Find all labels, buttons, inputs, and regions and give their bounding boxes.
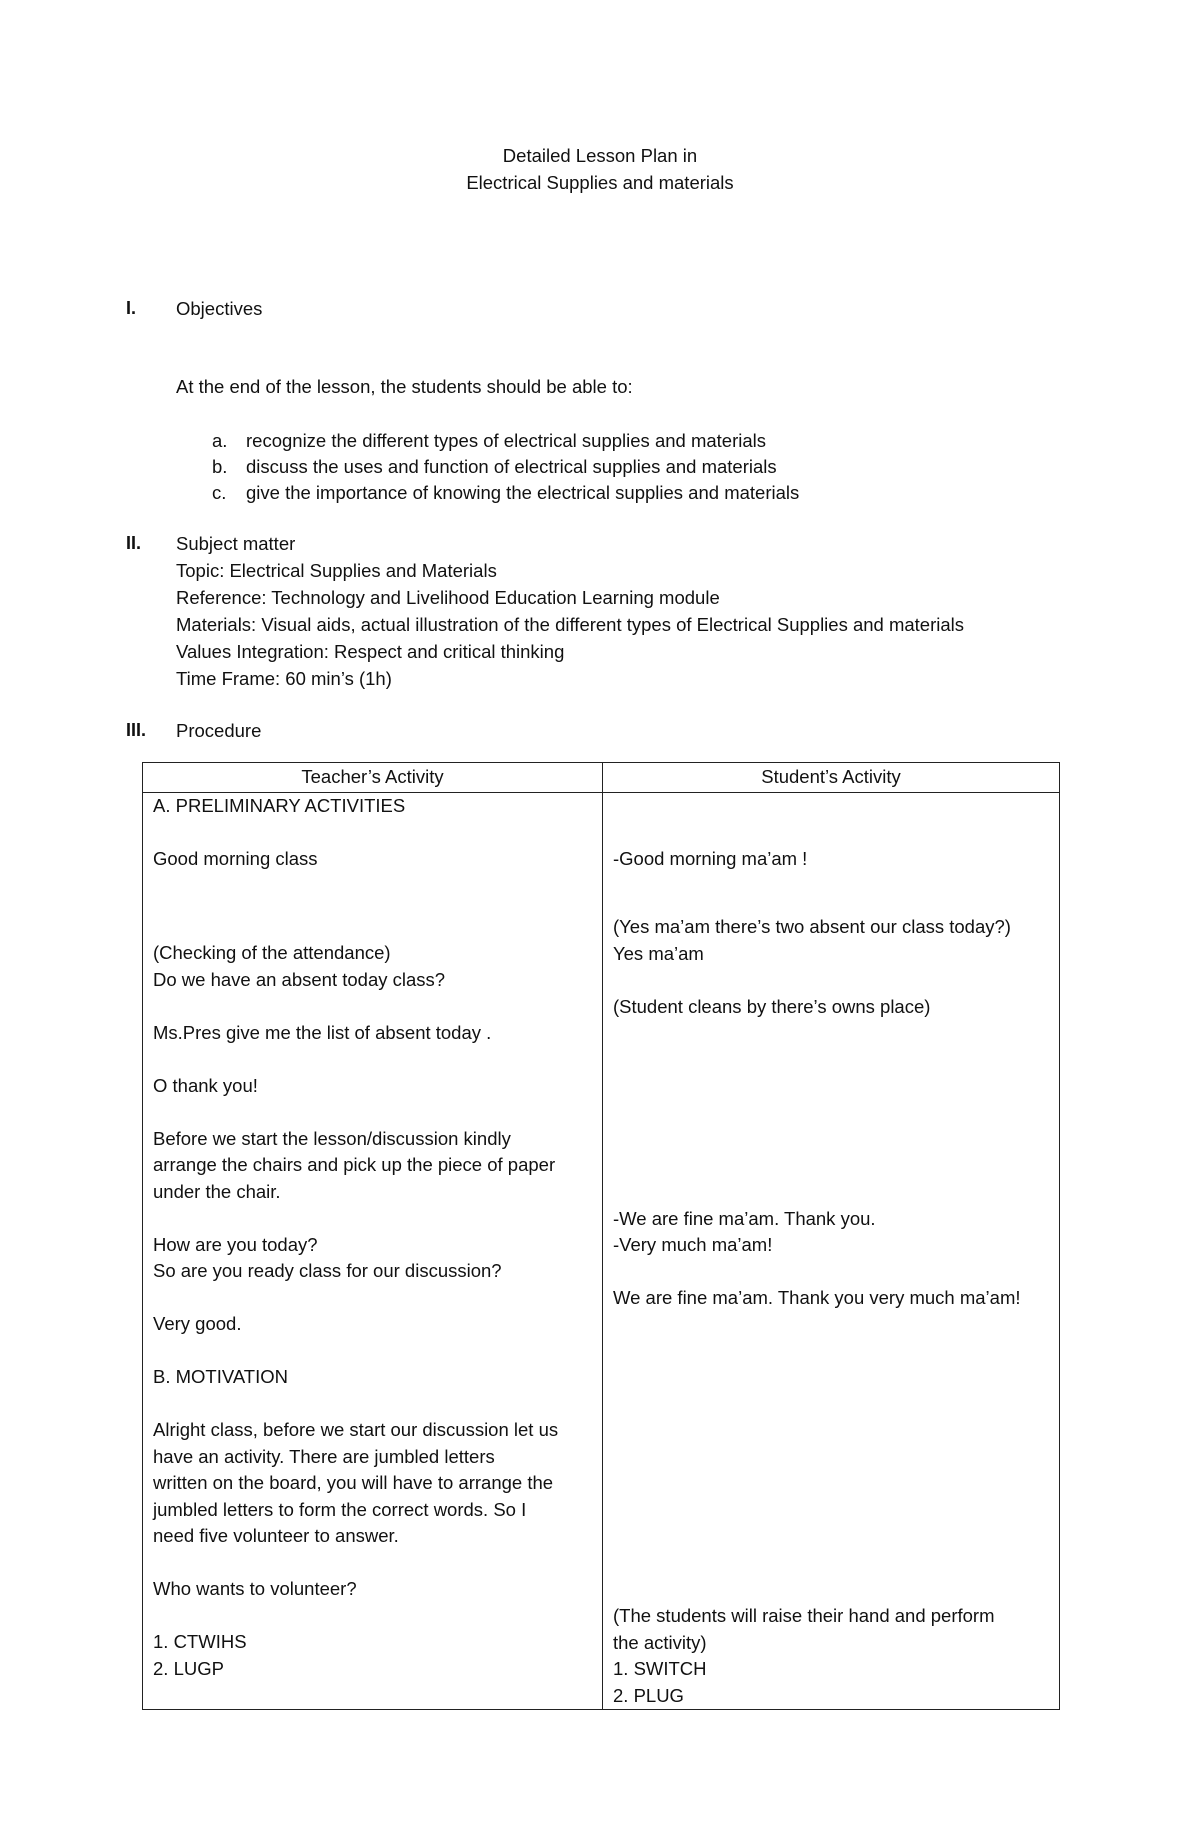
objective-item <box>176 482 1076 508</box>
student-line: (Yes ma’am there’s two absent our class today?) <box>613 916 1011 937</box>
procedure-table <box>142 762 1060 1710</box>
objective-letter: a. <box>212 430 228 451</box>
header-student-activity: Student’s Activity <box>603 763 1060 793</box>
subject-time-frame: Time Frame: 60 min’s (1h) <box>176 668 392 689</box>
objective-text: give the importance of knowing the electrical supplies and materials <box>246 482 800 503</box>
section-title-subject: Subject matter <box>176 533 296 554</box>
teacher-line: Ms.Pres give me the list of absent today . <box>153 1021 492 1043</box>
teacher-activity-cell <box>143 792 603 1710</box>
student-activity-cell <box>603 792 1060 1710</box>
student-line: -Very much ma’am! <box>613 1234 773 1255</box>
teacher-line: 2. LUGP <box>153 1657 224 1679</box>
subject-topic: Topic: Electrical Supplies and Materials <box>176 560 497 581</box>
table-header-row <box>143 763 1060 793</box>
teacher-line: Alright class, before we start our discussion let us <box>153 1419 559 1440</box>
teacher-line: arrange the chairs and pick up the piece of paper <box>153 1154 556 1175</box>
student-line: the activity) <box>613 1631 707 1653</box>
teacher-line: have an activity. There are jumbled letters <box>153 1445 495 1467</box>
section-title-procedure: Procedure <box>176 720 262 741</box>
student-line: 1. SWITCH <box>613 1658 707 1679</box>
student-line: -Good morning ma’am ! <box>613 847 808 869</box>
section-number-objectives: I. <box>126 298 137 318</box>
teacher-line: 1. CTWIHS <box>153 1631 247 1652</box>
section-number-subject: II. <box>126 533 142 553</box>
section-number-procedure: III. <box>126 720 147 740</box>
table-row <box>143 792 1060 1710</box>
teacher-line: under the chair. <box>153 1180 281 1202</box>
teacher-line: A. PRELIMINARY ACTIVITIES <box>153 794 406 816</box>
student-line: 2. PLUG <box>613 1684 684 1706</box>
teacher-line: Very good. <box>153 1313 242 1334</box>
subject-reference: Reference: Technology and Livelihood Education Learning module <box>176 587 720 608</box>
subject-values: Values Integration: Respect and critical thinking <box>176 641 565 662</box>
teacher-line: Do we have an absent today class? <box>153 968 446 990</box>
teacher-line: Before we start the lesson/discussion kindly <box>153 1127 511 1149</box>
teacher-line: written on the board, you will have to arrange the <box>153 1472 554 1493</box>
document-subtitle: Electrical Supplies and materials <box>466 172 734 193</box>
document-title: Detailed Lesson Plan in <box>502 145 698 166</box>
teacher-line: How are you today? <box>153 1233 318 1255</box>
teacher-line: Who wants to volunteer? <box>153 1578 357 1599</box>
teacher-line: jumbled letters to form the correct words. So I <box>153 1498 527 1520</box>
objective-item <box>176 430 1076 456</box>
objectives-intro: At the end of the lesson, the students should be able to: <box>176 376 633 397</box>
student-line: Yes ma’am <box>613 942 704 964</box>
student-line: (Student cleans by there’s owns place) <box>613 995 931 1017</box>
teacher-line: O thank you! <box>153 1074 258 1096</box>
student-line: We are fine ma’am. Thank you very much ma’am! <box>613 1287 1021 1308</box>
student-line: -We are fine ma’am. Thank you. <box>613 1207 876 1229</box>
objectives-list <box>176 430 1076 508</box>
subject-materials: Materials: Visual aids, actual illustration of the different types of Electrical Supplies and materials <box>176 614 965 635</box>
student-line: (The students will raise their hand and perform <box>613 1605 995 1626</box>
teacher-line: B. MOTIVATION <box>153 1366 288 1387</box>
objective-letter: c. <box>212 482 227 503</box>
teacher-line: (Checking of the attendance) <box>153 942 391 963</box>
objective-item <box>176 456 1076 482</box>
teacher-line: Good morning class <box>153 847 318 869</box>
teacher-line: need five volunteer to answer. <box>153 1525 399 1546</box>
teacher-line: So are you ready class for our discussion? <box>153 1260 502 1281</box>
subject-matter-block <box>176 533 964 695</box>
header-teacher-activity: Teacher’s Activity <box>143 763 603 793</box>
section-title-objectives: Objectives <box>176 298 263 319</box>
objective-letter: b. <box>212 456 228 477</box>
objective-text: recognize the different types of electrical supplies and materials <box>246 430 766 451</box>
objective-text: discuss the uses and function of electrical supplies and materials <box>246 456 777 477</box>
